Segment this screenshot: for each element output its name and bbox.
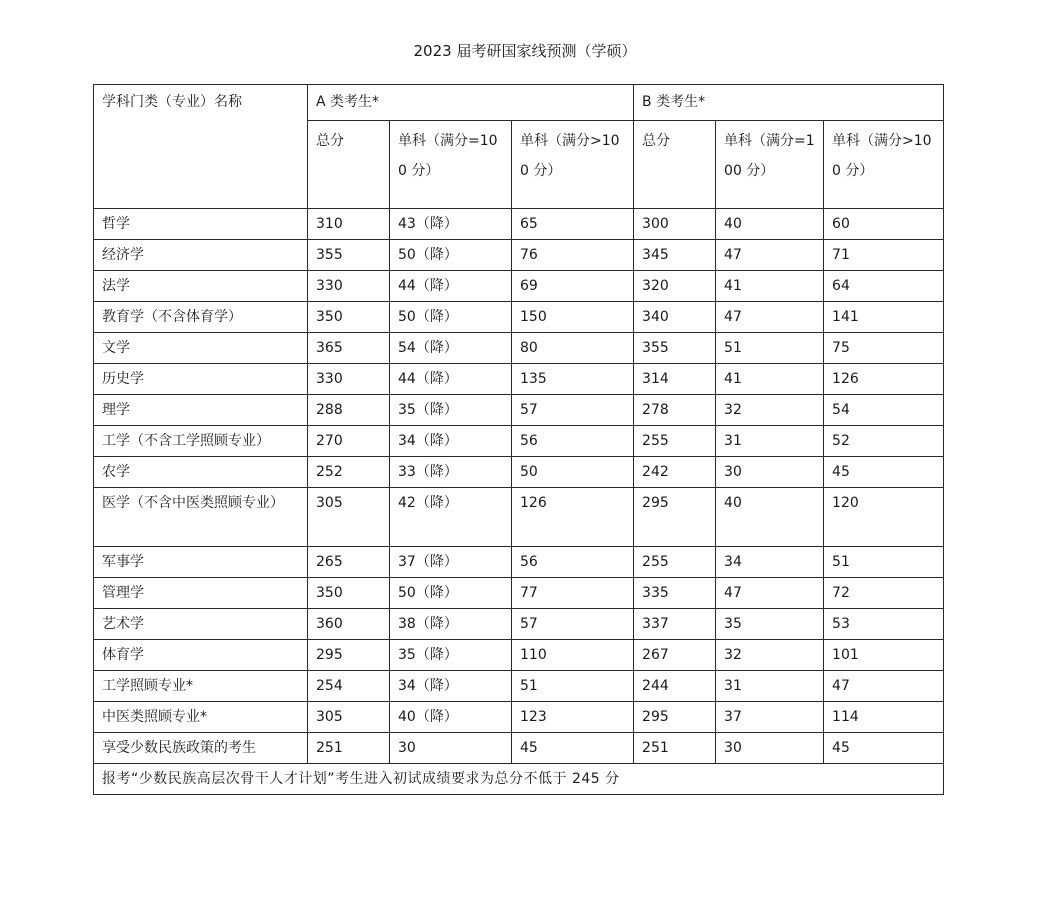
cell-a-single-over: 123 xyxy=(512,702,634,733)
header-subject: 学科门类（专业）名称 xyxy=(94,85,308,209)
cell-subject-name: 中医类照顾专业* xyxy=(94,702,308,733)
header-group-b: B 类考生* xyxy=(634,85,944,121)
cell-b-single-100: 31 xyxy=(716,671,824,702)
cell-a-total: 251 xyxy=(308,733,390,764)
cell-a-total: 288 xyxy=(308,395,390,426)
cell-a-single-100: 34（降） xyxy=(390,671,512,702)
cell-b-single-over: 75 xyxy=(824,333,944,364)
table-row xyxy=(94,271,944,302)
cell-b-single-100: 35 xyxy=(716,609,824,640)
cell-a-single-100: 54（降） xyxy=(390,333,512,364)
cell-subject-name: 工学照顾专业* xyxy=(94,671,308,702)
cell-a-single-over: 57 xyxy=(512,395,634,426)
cell-a-single-100: 44（降） xyxy=(390,364,512,395)
cell-b-single-100: 34 xyxy=(716,547,824,578)
header-a-single-100: 单科（满分=100 分） xyxy=(390,121,512,209)
cell-b-total: 255 xyxy=(634,426,716,457)
cell-b-single-over: 54 xyxy=(824,395,944,426)
cell-a-single-100: 34（降） xyxy=(390,426,512,457)
cell-a-total: 305 xyxy=(308,702,390,733)
table-row xyxy=(94,426,944,457)
cell-a-single-100: 35（降） xyxy=(390,395,512,426)
cell-a-total: 330 xyxy=(308,271,390,302)
note-row xyxy=(94,764,944,795)
cell-subject-name: 经济学 xyxy=(94,240,308,271)
cell-subject-name: 管理学 xyxy=(94,578,308,609)
cell-a-single-over: 69 xyxy=(512,271,634,302)
cell-b-single-over: 60 xyxy=(824,209,944,240)
cell-a-single-over: 51 xyxy=(512,671,634,702)
cell-b-total: 355 xyxy=(634,333,716,364)
cell-a-total: 265 xyxy=(308,547,390,578)
cell-a-single-over: 76 xyxy=(512,240,634,271)
cell-b-total: 335 xyxy=(634,578,716,609)
cell-b-total: 278 xyxy=(634,395,716,426)
cell-b-total: 314 xyxy=(634,364,716,395)
cell-subject-name: 法学 xyxy=(94,271,308,302)
cell-b-single-over: 45 xyxy=(824,457,944,488)
cell-b-single-100: 32 xyxy=(716,395,824,426)
cell-subject-name: 军事学 xyxy=(94,547,308,578)
cell-b-single-over: 45 xyxy=(824,733,944,764)
cell-a-single-100: 40（降） xyxy=(390,702,512,733)
cell-b-single-over: 51 xyxy=(824,547,944,578)
header-a-single-over: 单科（满分>100 分） xyxy=(512,121,634,209)
cell-b-total: 340 xyxy=(634,302,716,333)
cell-b-single-100: 41 xyxy=(716,364,824,395)
cell-b-single-100: 41 xyxy=(716,271,824,302)
header-b-single-over: 单科（满分>100 分） xyxy=(824,121,944,209)
cell-b-single-100: 47 xyxy=(716,240,824,271)
cell-subject-name: 理学 xyxy=(94,395,308,426)
cell-b-total: 320 xyxy=(634,271,716,302)
cell-a-single-100: 38（降） xyxy=(390,609,512,640)
page-title: 2023 届考研国家线预测（学硕） xyxy=(413,42,637,60)
table-row xyxy=(94,488,944,547)
cell-a-total: 355 xyxy=(308,240,390,271)
cell-a-single-100: 33（降） xyxy=(390,457,512,488)
table-row xyxy=(94,302,944,333)
header-a-total: 总分 xyxy=(308,121,390,209)
cell-subject-name: 体育学 xyxy=(94,640,308,671)
cell-a-single-100: 37（降） xyxy=(390,547,512,578)
cell-b-single-over: 141 xyxy=(824,302,944,333)
cell-subject-name: 文学 xyxy=(94,333,308,364)
cell-b-total: 295 xyxy=(634,488,716,547)
cell-b-single-100: 51 xyxy=(716,333,824,364)
table-row xyxy=(94,547,944,578)
cell-a-single-100: 50（降） xyxy=(390,302,512,333)
cell-a-total: 254 xyxy=(308,671,390,702)
table-row xyxy=(94,671,944,702)
cell-b-single-100: 37 xyxy=(716,702,824,733)
cell-a-total: 252 xyxy=(308,457,390,488)
cell-b-single-over: 71 xyxy=(824,240,944,271)
cell-a-single-100: 50（降） xyxy=(390,240,512,271)
cell-a-single-over: 135 xyxy=(512,364,634,395)
cell-b-single-100: 47 xyxy=(716,302,824,333)
cell-b-single-100: 40 xyxy=(716,209,824,240)
table-row xyxy=(94,609,944,640)
table-row xyxy=(94,640,944,671)
header-b-total: 总分 xyxy=(634,121,716,209)
table-row xyxy=(94,240,944,271)
cell-a-total: 310 xyxy=(308,209,390,240)
cell-b-single-100: 32 xyxy=(716,640,824,671)
cell-a-total: 350 xyxy=(308,302,390,333)
cell-a-single-100: 43（降） xyxy=(390,209,512,240)
table-row xyxy=(94,702,944,733)
header-b-single-100: 单科（满分=100 分） xyxy=(716,121,824,209)
cell-b-single-100: 40 xyxy=(716,488,824,547)
table-row xyxy=(94,733,944,764)
cell-subject-name: 工学（不含工学照顾专业） xyxy=(94,426,308,457)
cell-b-single-100: 30 xyxy=(716,457,824,488)
cell-subject-name: 哲学 xyxy=(94,209,308,240)
cell-a-single-over: 57 xyxy=(512,609,634,640)
cell-b-total: 255 xyxy=(634,547,716,578)
cell-b-single-over: 53 xyxy=(824,609,944,640)
cell-b-single-100: 47 xyxy=(716,578,824,609)
table-row xyxy=(94,333,944,364)
cell-a-total: 365 xyxy=(308,333,390,364)
cell-a-single-100: 35（降） xyxy=(390,640,512,671)
cell-a-total: 305 xyxy=(308,488,390,547)
cell-a-single-over: 150 xyxy=(512,302,634,333)
table-row xyxy=(94,395,944,426)
cell-a-single-over: 45 xyxy=(512,733,634,764)
cell-b-single-over: 52 xyxy=(824,426,944,457)
cell-b-total: 295 xyxy=(634,702,716,733)
cell-b-single-over: 72 xyxy=(824,578,944,609)
cell-a-total: 350 xyxy=(308,578,390,609)
table-row xyxy=(94,209,944,240)
cell-subject-name: 艺术学 xyxy=(94,609,308,640)
cell-a-single-100: 30 xyxy=(390,733,512,764)
cell-b-single-over: 114 xyxy=(824,702,944,733)
cell-a-single-over: 77 xyxy=(512,578,634,609)
cell-b-total: 267 xyxy=(634,640,716,671)
cell-b-total: 251 xyxy=(634,733,716,764)
table-row xyxy=(94,578,944,609)
cell-b-single-100: 31 xyxy=(716,426,824,457)
header-group-a: A 类考生* xyxy=(308,85,634,121)
cell-b-total: 300 xyxy=(634,209,716,240)
cell-a-total: 330 xyxy=(308,364,390,395)
cell-b-single-over: 120 xyxy=(824,488,944,547)
cell-subject-name: 教育学（不含体育学） xyxy=(94,302,308,333)
cell-a-single-over: 50 xyxy=(512,457,634,488)
score-line-table xyxy=(93,84,944,795)
cell-a-total: 295 xyxy=(308,640,390,671)
cell-a-single-over: 56 xyxy=(512,426,634,457)
cell-a-single-over: 110 xyxy=(512,640,634,671)
cell-a-total: 270 xyxy=(308,426,390,457)
cell-b-single-over: 126 xyxy=(824,364,944,395)
cell-a-single-100: 44（降） xyxy=(390,271,512,302)
cell-b-single-over: 47 xyxy=(824,671,944,702)
cell-b-total: 242 xyxy=(634,457,716,488)
cell-b-single-over: 64 xyxy=(824,271,944,302)
table-row xyxy=(94,364,944,395)
cell-b-single-over: 101 xyxy=(824,640,944,671)
cell-b-single-100: 30 xyxy=(716,733,824,764)
footnote: 报考“少数民族高层次骨干人才计划”考生进入初试成绩要求为总分不低于 245 分 xyxy=(94,764,944,795)
cell-b-total: 345 xyxy=(634,240,716,271)
cell-a-single-100: 50（降） xyxy=(390,578,512,609)
cell-subject-name: 历史学 xyxy=(94,364,308,395)
cell-a-single-over: 65 xyxy=(512,209,634,240)
header-row-groups xyxy=(94,85,944,121)
cell-a-total: 360 xyxy=(308,609,390,640)
cell-a-single-over: 80 xyxy=(512,333,634,364)
cell-a-single-over: 126 xyxy=(512,488,634,547)
cell-subject-name: 农学 xyxy=(94,457,308,488)
cell-a-single-over: 56 xyxy=(512,547,634,578)
cell-b-total: 244 xyxy=(634,671,716,702)
cell-b-total: 337 xyxy=(634,609,716,640)
cell-subject-name: 享受少数民族政策的考生 xyxy=(94,733,308,764)
table-row xyxy=(94,457,944,488)
cell-a-single-100: 42（降） xyxy=(390,488,512,547)
cell-subject-name: 医学（不含中医类照顾专业） xyxy=(94,488,308,547)
